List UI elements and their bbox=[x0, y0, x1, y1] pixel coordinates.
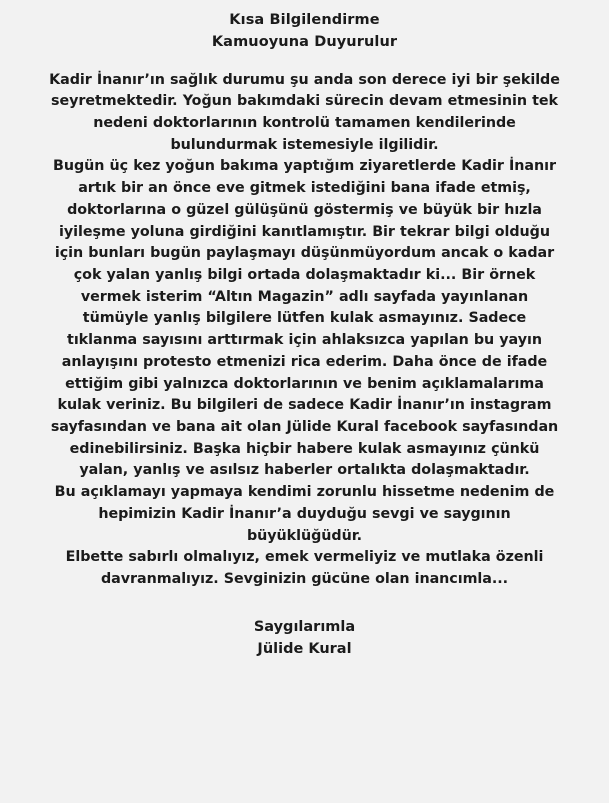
signature-name: Jülide Kural bbox=[257, 640, 352, 657]
statement-body bbox=[48, 70, 561, 591]
paragraph-1: Kadir İnanır’ın sağlık durumu şu anda son derece iyi bir şekilde seyretmektedir. Yoğun bakımdaki sürecin devam etmesinin tek nedeni doktorlarının kontrolü tamamen kendilerinde bulundurmak istemesiyle ilgilidir. bbox=[49, 71, 560, 153]
signature-closing: Saygılarımla bbox=[253, 618, 356, 635]
page-title bbox=[48, 10, 561, 54]
paragraph-4: Elbette sabırlı olmalıyız, emek vermeliyiz ve mutlaka özenli davranmalıyız. Sevginizin gücüne olan inancımla... bbox=[65, 549, 544, 588]
signature bbox=[48, 617, 561, 661]
paragraph-2: Bugün üç kez yoğun bakıma yaptığım ziyaretlerde Kadir İnanır artık bir an önce eve gitmek istediğini bana ifade etmiş, doktorlarına o güzel gülüşünü göstermiş ve büyük bir hızla iyileşme yoluna girdiğini kanıtlamıştır. Bir tekrar bilgi olduğu için bunları bugün paylaşmayı düşünmüyordum ancak o kadar çok yalan yanlış bilgi ortada dolaşmaktadır ki... Bir örnek vermek isterim “Altın Magazin” adlı sayfada yayınlanan tümüyle yanlış bilgilere lütfen kulak asmayınız. Sadece tıklanma sayısını arttırmak için ahlaksızca yapılan bu yayın anlayışını protesto etmenizi rica ederim. Daha önce de ifade ettiğim gibi yalnızca doktorlarının ve benim açıklamalarıma kulak veriniz. Bu bilgileri de sadece Kadir İnanır’ın instagram sayfasından ve bana ait olan Jülide Kural facebook sayfasından edinebilirsiniz. Başka hiçbir habere kulak asmayınız çünkü yalan, yanlış ve asılsız haberler ortalıkta dolaşmaktadır. bbox=[50, 158, 559, 479]
paragraph-3: Bu açıklamayı yapmaya kendimi zorunlu hissetme nedenim de hepimizin Kadir İnanır’a duyduğu sevgi ve saygının büyüklüğüdür. bbox=[54, 484, 555, 544]
title-line-2: Kamuoyuna Duyurulur bbox=[211, 33, 398, 50]
title-line-1: Kısa Bilgilendirme bbox=[229, 12, 380, 28]
